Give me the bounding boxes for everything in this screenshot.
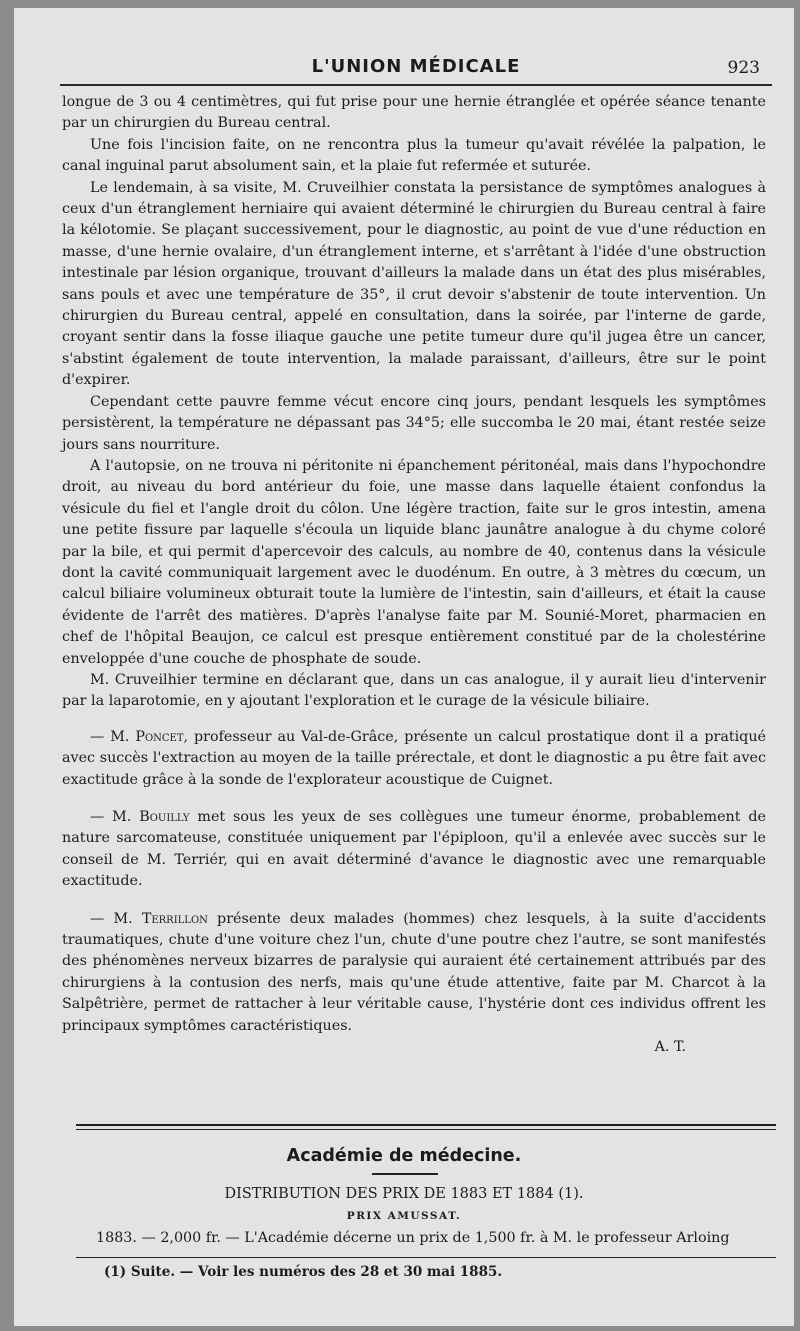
section-divider bbox=[76, 1124, 776, 1130]
paragraph-continued: longue de 3 ou 4 centimètres, qui fut prise pour une hernie étranglée et opérée séance tenante par un chirurgien du Bureau central. bbox=[62, 94, 766, 132]
communication-text: met sous les yeux de ses collègues une tumeur énorme, probablement de nature sarcomateuse, constituée uniquement par l'épiploon, qu'il a enlevée avec succès sur le conseil de M. Terriér, qui en avait déterminé d'avance le diagnostic avec une remarquable exactitude. bbox=[62, 809, 766, 890]
title-underline bbox=[372, 1173, 438, 1175]
running-title: L'UNION MÉDICALE bbox=[311, 56, 521, 77]
paragraph: M. Cruveilhier termine en déclarant que, dans un cas analogue, il y aurait lieu d'intervenir par la laparotomie, en y ajoutant l'exploration et le curage de la vésicule biliaire. bbox=[62, 671, 766, 710]
speaker-name: Poncet bbox=[135, 728, 184, 745]
paragraph: A l'autopsie, on ne trouva ni péritonite ni épanchement péritonéal, mais dans l'hypochondre droit, au niveau du bord antérieur du foie, une masse dans laquelle étaient confondus la vésicule du fiel et l'angle droit du côlon. Une légère traction, faite sur le gros intestin, amena une petite fissure par laquelle s'écoula un liquide blanc jaunâtre analogue à du chyme coloré par la bile, et qui permit d'apercevoir des calculs, au nombre de 40, contenus dans la vésicule dont la cavité communiquait largement avec le duodénum. En outre, à 3 mètres du cœcum, un calcul biliaire volumineux obturait toute la lumière de l'intestin, sain d'ailleurs, et était la cause évidente de l'arrêt des matières. D'après l'analyse faite par M. Sounié-Moret, pharmacien en chef de l'hôpital Beaujon, ce calcul est presque entièrement constitué par de la cholestérine enveloppée d'une couche de phosphate de soude. bbox=[62, 457, 766, 667]
communication-text: présente deux malades (hommes) chez lesquels, à la suite d'accidents traumatiques, chute d'une voiture chez l'un, chute d'une poutre chez l'autre, se sont manifestés des phénomènes nerveux bizarres de paralysie qui auraient été certainement attribués par des chirurgiens à la contusion des nerfs, mais qu'une étude attentive, faite par M. Charcot à la Salpêtrière, permet de rattacher à leur véritable cause, l'hystérie dont ces individus offrent les principaux symptômes caractéristiques. bbox=[62, 910, 766, 1034]
speaker-name: Terrillon bbox=[141, 910, 208, 927]
paragraph: Une fois l'incision faite, on ne rencontra plus la tumeur qu'avait révélée la palpation, le canal inguinal parut absolument sain, et la plaie fut refermée et suturée. bbox=[62, 136, 766, 175]
paragraph: Le lendemain, à sa visite, M. Cruveilhier constata la persistance de symptômes analogues à ceux d'un étranglement herniaire qui avaient déterminé le chirurgien du Bureau central à faire la kélotomie. Se plaçant successivement, pour le diagnostic, au point de vue d'une réduction en masse, d'une hernie ovalaire, d'un étranglement interne, et s'arrêtant à l'idée d'une obstruction intestinale par lésion organique, trouvant d'ailleurs la malade dans un état des plus misérables, sans pouls et avec une température de 35°, il crut devoir s'abstenir de toute intervention. Un chirurgien du Bureau central, appelé en consultation, dans la soirée, par l'interne de garde, croyant sentir dans la fosse iliaque gauche une petite tumeur dure qu'il jugea être un cancer, s'abstint également de toute intervention, la malade paraissant, d'ailleurs, être sur le point d'expirer. bbox=[62, 179, 766, 389]
speaker-name: Bouilly bbox=[139, 809, 190, 825]
footnote: (1) Suite. — Voir les numéros des 28 et 30 mai 1885. bbox=[104, 1264, 503, 1280]
communication-text: , professeur au Val-de-Grâce, présente un calcul prostatique dont il a pratiqué avec succès l'extraction au moyen de la taille prérectale, et dont le diagnostic a pu être fait avec exactitude grâce à la sonde de l'explorateur acoustique de Cuignet. bbox=[62, 728, 766, 788]
footnote-rule bbox=[76, 1257, 776, 1258]
section-title: Académie de médecine. bbox=[286, 1146, 522, 1166]
communication-terrillon bbox=[62, 909, 766, 1037]
author-signature: A. T. bbox=[654, 1039, 686, 1056]
article-body bbox=[62, 92, 766, 1058]
prize-line: 1883. — 2,000 fr. — L'Académie décerne un prix de 1,500 fr. à M. le professeur Arloing bbox=[96, 1230, 730, 1246]
journal-page bbox=[14, 8, 794, 1326]
dash-lead: — M. bbox=[90, 809, 140, 825]
page-number: 923 bbox=[727, 58, 760, 78]
communication-poncet bbox=[62, 727, 766, 791]
communication-bouilly bbox=[62, 807, 766, 893]
dash-lead: — M. bbox=[90, 910, 142, 927]
prize-name: PRIX AMUSSAT. bbox=[346, 1210, 462, 1222]
paragraph: Cependant cette pauvre femme vécut encore cinq jours, pendant lesquels les symptômes persistèrent, la température ne dépassant pas 34°5; elle succomba le 20 mai, étant restée seize jours sans nourriture. bbox=[62, 393, 766, 453]
dash-lead: — M. bbox=[90, 728, 136, 745]
page-header bbox=[60, 52, 772, 86]
header-rule bbox=[60, 84, 772, 86]
section-subtitle: DISTRIBUTION DES PRIX DE 1883 ET 1884 (1). bbox=[224, 1186, 584, 1202]
